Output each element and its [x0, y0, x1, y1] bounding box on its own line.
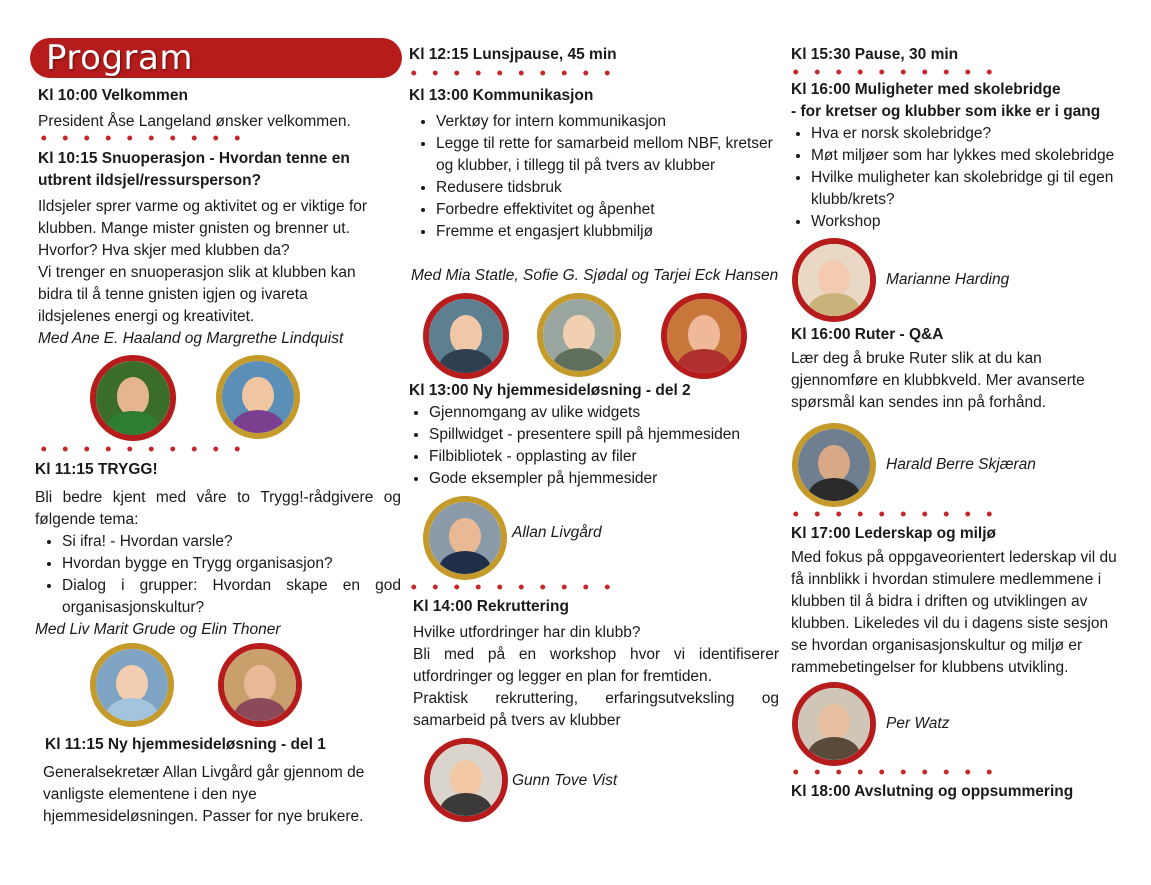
session-kommunikasjon-presenters — [411, 265, 781, 287]
list-item: • Filbibliotek - opplasting av filer — [429, 446, 779, 468]
dotted-divider — [785, 69, 1000, 75]
avatar — [792, 423, 876, 507]
avatar — [218, 643, 302, 727]
person-photo-icon — [222, 361, 294, 433]
session-heading: Kl 15:30 Pause, 30 min — [791, 46, 959, 63]
session-text-line: rammebetingelser for klubbens utvikling. — [791, 659, 1069, 676]
session-heading: utbrent ildsjel/ressursperson? — [38, 172, 262, 189]
session-text: President Åse Langeland ønsker velkommen. — [38, 113, 351, 130]
dotted-divider — [33, 135, 255, 141]
list-item: • Dialog i grupper: Hvordan skape en god organisasjonskultur? — [62, 575, 401, 619]
session-text: Hvilke utfordringer har din klubb? — [413, 624, 641, 641]
session-heading: Kl 13:00 Ny hjemmesideløsning - del 2 — [409, 382, 691, 399]
person-photo-icon — [96, 361, 170, 435]
list-item: • Redusere tidsbruk — [436, 177, 776, 199]
presenter-caption: Per Watz — [886, 715, 950, 732]
session-welcome — [38, 85, 403, 133]
avatar — [90, 643, 174, 727]
avatar — [216, 355, 300, 439]
session-skolebridge — [791, 79, 1141, 233]
session-presenters: Med Mia Statle, Sofie G. Sjødal og Tarjei Eck Hansen — [411, 267, 779, 284]
session-heading: - for kretser og klubber som ikke er i gang — [791, 103, 1101, 120]
dotted-divider — [403, 70, 618, 76]
session-text: Bli med på en workshop hvor vi identifiserer utfordringer og legger en plan for fremtiden. — [413, 646, 779, 685]
session-bullets — [409, 111, 776, 243]
list-item: • Hvilke muligheter kan skolebridge gi til egen klubb/krets? — [811, 167, 1141, 211]
session-heading: Kl 11:15 TRYGG! — [35, 461, 158, 478]
presenter-caption: Gunn Tove Vist — [512, 772, 618, 789]
session-hjemmeside-del2 — [409, 380, 779, 490]
avatar — [792, 238, 876, 322]
session-text-line: ildsjelenes energi og kreativitet. — [38, 308, 255, 325]
list-item: • Spillwidget - presentere spill på hjemmesiden — [429, 424, 779, 446]
dotted-divider — [785, 511, 1000, 517]
session-kommunikasjon — [409, 85, 779, 243]
presenter-caption: Allan Livgård — [512, 524, 602, 541]
session-presenters: Med Liv Marit Grude og Elin Thoner — [35, 621, 281, 638]
session-heading: Kl 12:15 Lunsjpause, 45 min — [409, 46, 617, 63]
session-text: Praktisk rekruttering, erfaringsutveksling og samarbeid på tvers av klubber — [413, 690, 779, 729]
avatar — [537, 293, 621, 377]
person-photo-icon — [96, 649, 168, 721]
session-text-line: klubben til å bidra i driften og utviklingen av — [791, 593, 1088, 610]
session-bullets — [35, 531, 401, 619]
afternoon-break — [791, 44, 1141, 66]
person-photo-icon — [667, 299, 741, 373]
lunch-break — [409, 44, 779, 66]
person-photo-icon — [798, 244, 870, 316]
avatar — [792, 682, 876, 766]
list-item: • Forbedre effektivitet og åpenhet — [436, 199, 776, 221]
list-item: • Hvordan bygge en Trygg organisasjon? — [62, 553, 401, 575]
dotted-divider — [403, 584, 618, 590]
session-text-line: Vi trenger en snuoperasjon slik at klubben kan — [38, 264, 356, 281]
person-photo-icon — [543, 299, 615, 371]
session-text-line: bidra til å tenne gnisten igjen og ivareta — [38, 286, 308, 303]
session-heading: Kl 14:00 Rekruttering — [413, 598, 569, 615]
list-item: • Si ifra! - Hvordan varsle? — [62, 531, 401, 553]
session-text-line: vanligste elementene i den nye — [43, 786, 257, 803]
session-snuoperasjon — [38, 148, 403, 350]
session-rekruttering — [413, 596, 779, 732]
session-text-line: klubben. Mange mister gnisten og brenner ut. — [38, 220, 350, 237]
session-text-line: se hvordan organisasjonskultur og miljø er — [791, 637, 1083, 654]
avatar — [424, 738, 508, 822]
session-heading: Kl 10:00 Velkommen — [38, 87, 188, 104]
session-bullets — [791, 123, 1141, 233]
list-item: • Verktøy for intern kommunikasjon — [436, 111, 776, 133]
session-text-line: Ildsjeler sprer varme og aktivitet og er viktige for — [38, 198, 368, 215]
session-text-line: Hvorfor? Hva skjer med klubben da? — [38, 242, 290, 259]
list-item: • Møt miljøer som har lykkes med skolebridge — [811, 145, 1141, 167]
person-photo-icon — [224, 649, 296, 721]
session-hjemmeside-del1-text — [43, 762, 403, 828]
session-text-line: klubben. Likeledes vil du i dagens siste sesjon — [791, 615, 1109, 632]
list-item: • Hva er norsk skolebridge? — [811, 123, 1141, 145]
session-text-line: Med fokus på oppgaveorientert lederskap vil du — [791, 549, 1117, 566]
session-lederskap — [791, 523, 1146, 679]
person-photo-icon — [798, 688, 870, 760]
avatar — [423, 293, 509, 379]
session-heading: Kl 11:15 Ny hjemmesideløsning - del 1 — [45, 736, 326, 753]
person-photo-icon — [798, 429, 870, 501]
session-bullets — [409, 402, 779, 490]
session-text-line: Lær deg å bruke Ruter slik at du kan — [791, 350, 1042, 367]
list-item: • Gode eksempler på hjemmesider — [429, 468, 779, 490]
presenter-caption: Harald Berre Skjæran — [886, 456, 1036, 473]
session-hjemmeside-del1 — [45, 734, 405, 756]
session-text-line: Generalsekretær Allan Livgård går gjennom de — [43, 764, 365, 781]
avatar — [423, 496, 507, 580]
program-title-banner — [30, 38, 402, 78]
session-heading: Kl 16:00 Muligheter med skolebridge — [791, 81, 1061, 98]
avatar — [90, 355, 176, 441]
session-heading: Kl 17:00 Lederskap og miljø — [791, 525, 997, 542]
dotted-divider — [785, 769, 1000, 775]
session-heading: Kl 10:15 Snuoperasjon - Hvordan tenne en — [38, 150, 350, 167]
session-text-line: få innblikk i hvordan stimulere medlemmene i — [791, 571, 1102, 588]
list-item: • Legge til rette for samarbeid mellom NBF, kretser og klubber, i tillegg til på tvers av klubber — [436, 133, 776, 177]
session-heading: Kl 18:00 Avslutning og oppsummering — [791, 783, 1074, 800]
list-item: • Workshop — [811, 211, 1141, 233]
session-text-line: gjennomføre en klubbkveld. Mer avanserte — [791, 372, 1085, 389]
session-ruter — [791, 324, 1141, 414]
person-photo-icon — [429, 299, 503, 373]
dotted-divider — [33, 446, 255, 452]
person-photo-icon — [429, 502, 501, 574]
session-trygg — [35, 459, 401, 641]
person-photo-icon — [430, 744, 502, 816]
session-presenters: Med Ane E. Haaland og Margrethe Lindquist — [38, 330, 344, 347]
page-title: Program — [46, 38, 193, 78]
session-heading: Kl 13:00 Kommunikasjon — [409, 87, 594, 104]
presenter-caption: Marianne Harding — [886, 271, 1010, 288]
session-avslutning — [791, 781, 1141, 803]
session-text-line: spørsmål kan sendes inn på forhånd. — [791, 394, 1047, 411]
session-heading: Kl 16:00 Ruter - Q&A — [791, 326, 944, 343]
session-text: Bli bedre kjent med våre to Trygg!-rådgivere og følgende tema: — [35, 489, 401, 528]
session-text-line: hjemmesideløsningen. Passer for nye brukere. — [43, 808, 364, 825]
list-item: • Fremme et engasjert klubbmiljø — [436, 221, 776, 243]
list-item: • Gjennomgang av ulike widgets — [429, 402, 779, 424]
avatar — [661, 293, 747, 379]
